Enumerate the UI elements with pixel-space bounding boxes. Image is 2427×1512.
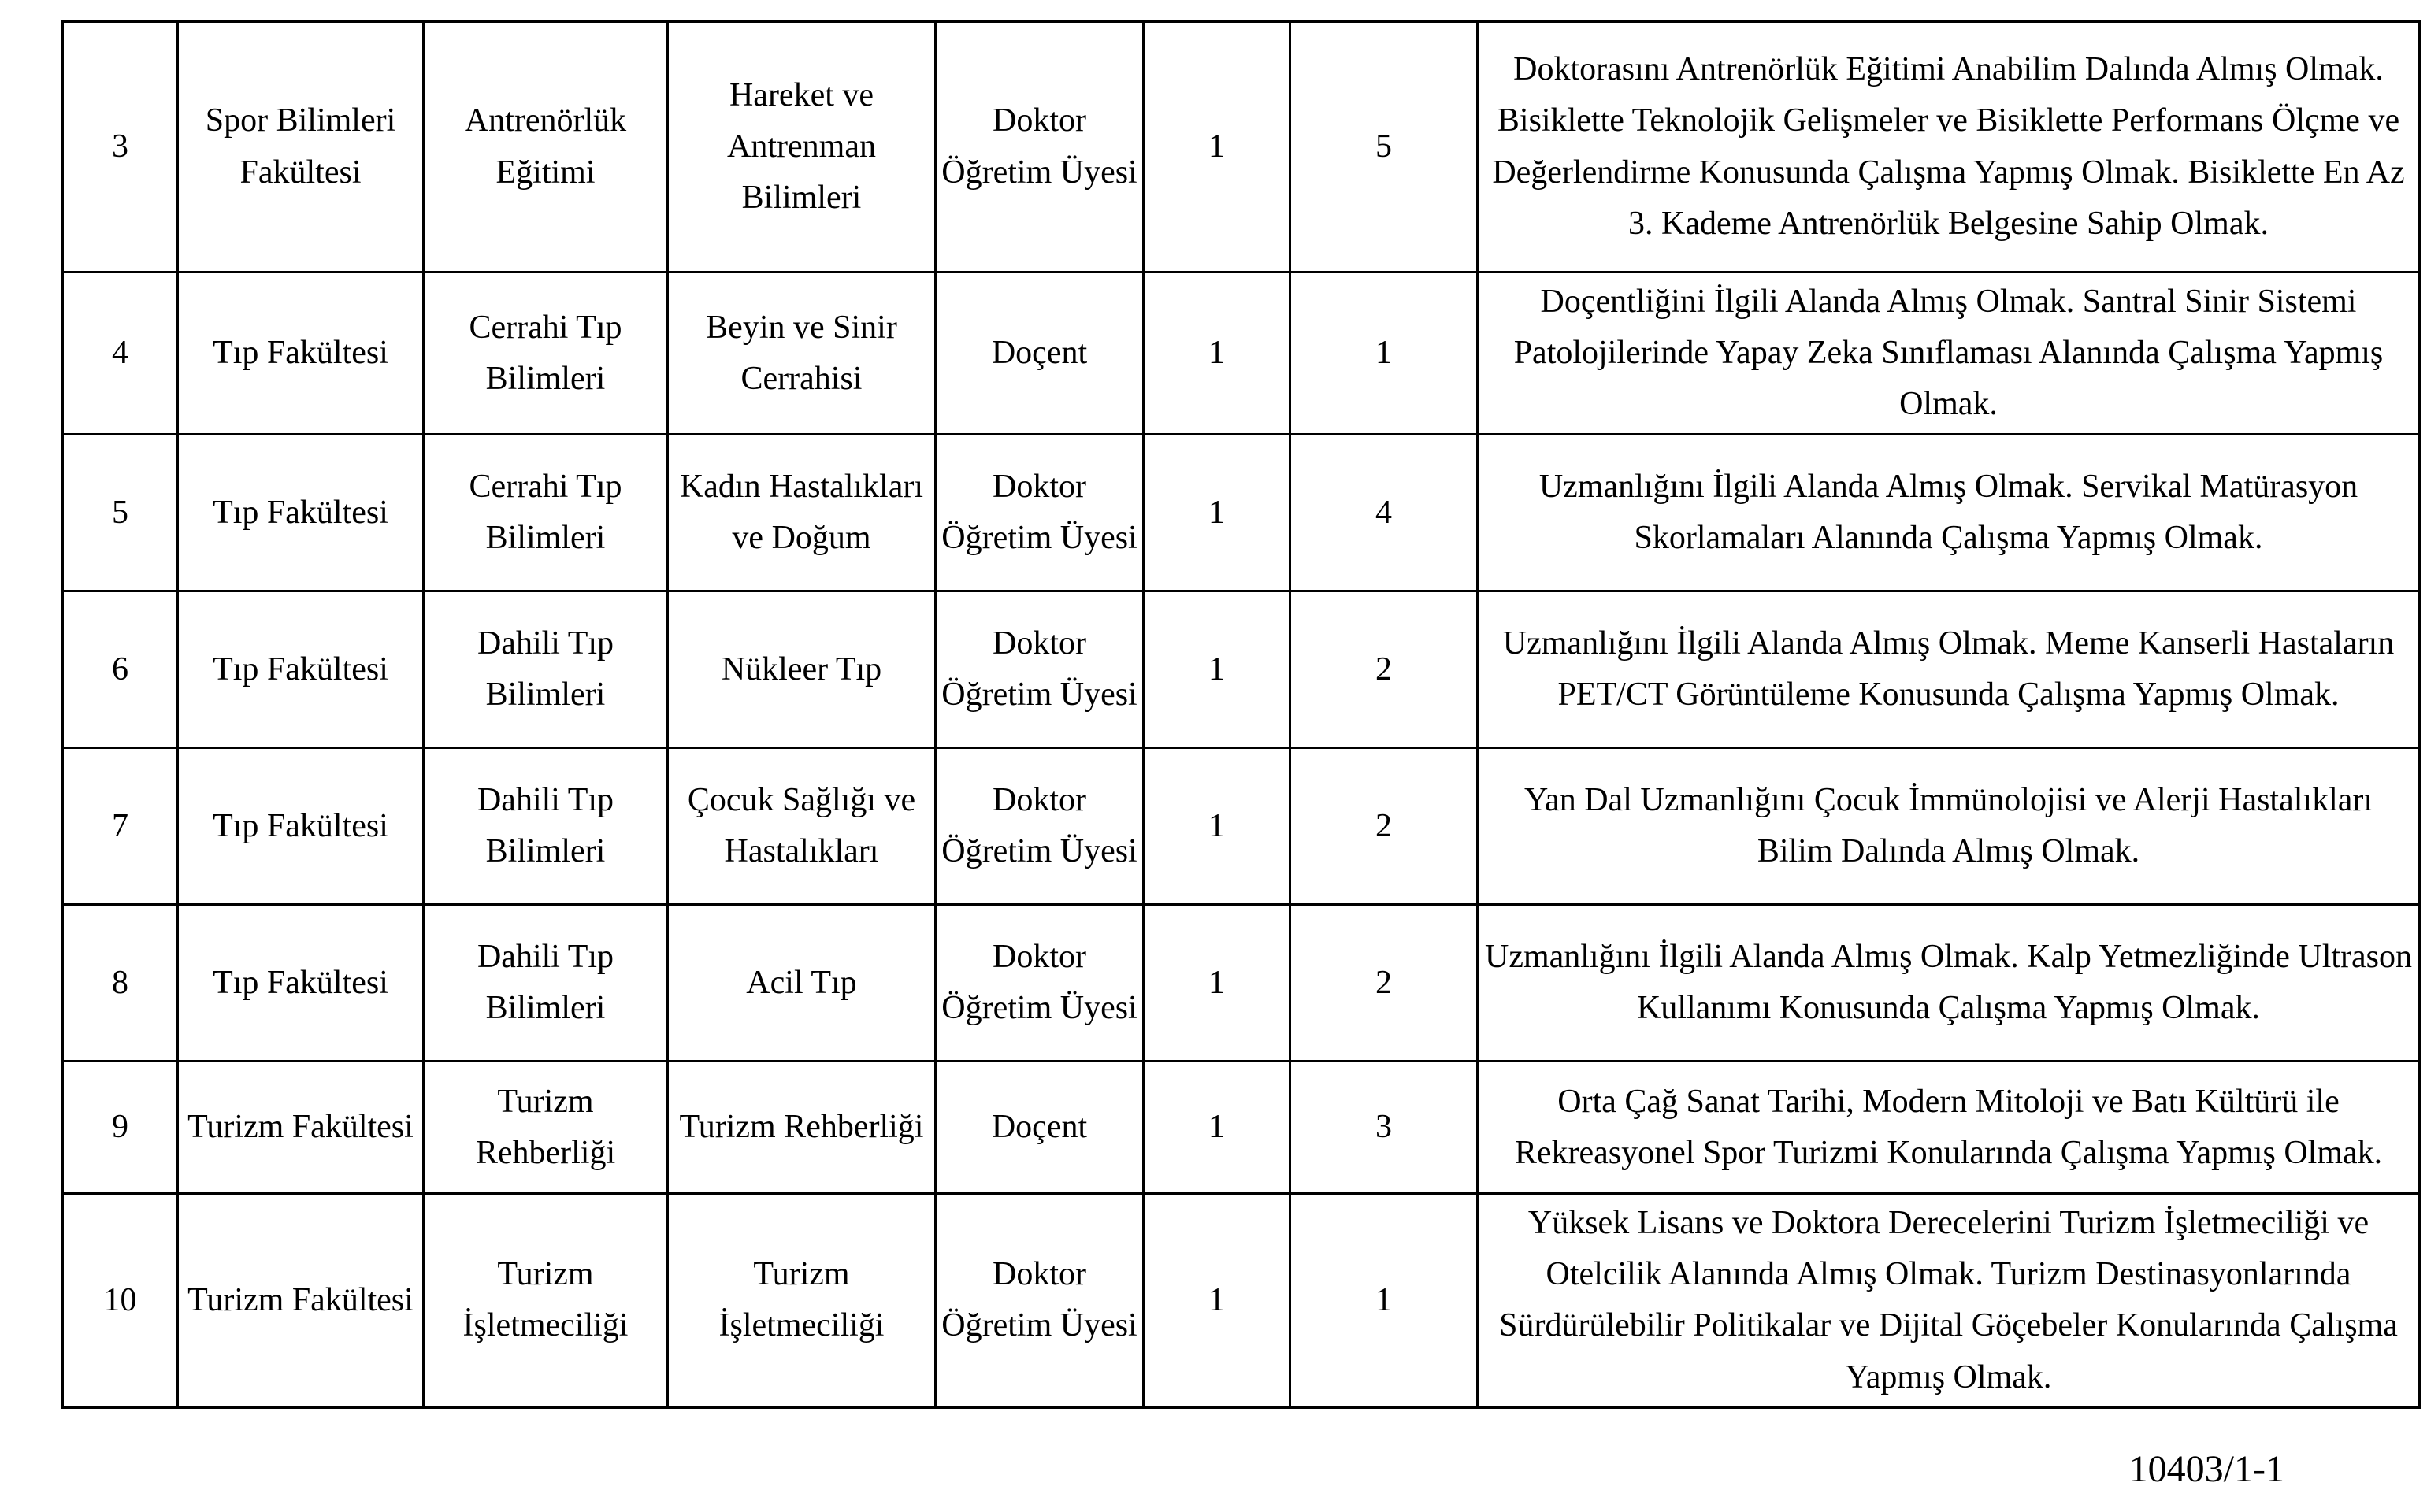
cell-requirements: Uzmanlığını İlgili Alanda Almış Olmak. Servikal Matürasyon Skorlamaları Alanında Çalışma Yapmış Olmak. [1478, 435, 2420, 591]
cell-program: Turizm İşletmeciliği [668, 1194, 936, 1407]
cell-faculty: Tıp Fakültesi [178, 272, 424, 435]
cell-row-number: 6 [63, 591, 178, 748]
table-row [63, 905, 2420, 1062]
table-row [63, 272, 2420, 435]
cell-row-number: 9 [63, 1062, 178, 1194]
cell-faculty: Tıp Fakültesi [178, 748, 424, 905]
cell-program: Beyin ve Sinir Cerrahisi [668, 272, 936, 435]
cell-requirements: Doktorasını Antrenörlük Eğitimi Anabilim Dalında Almış Olmak. Bisiklette Teknolojik Gelişmeler ve Bisiklette Performans Ölçme ve Değerlendirme Konusunda Çalışma Yapmış Olmak. Bisiklette En Az 3. Kademe Antrenörlük Belgesine Sahip Olmak. [1478, 22, 2420, 272]
cell-count-2: 1 [1290, 272, 1478, 435]
cell-faculty: Tıp Fakültesi [178, 905, 424, 1062]
cell-count-2: 3 [1290, 1062, 1478, 1194]
cell-program: Nükleer Tıp [668, 591, 936, 748]
cell-faculty: Tıp Fakültesi [178, 591, 424, 748]
table-row [63, 435, 2420, 591]
cell-row-number: 3 [63, 22, 178, 272]
cell-department: Turizm İşletmeciliği [424, 1194, 668, 1407]
cell-row-number: 4 [63, 272, 178, 435]
cell-faculty: Turizm Fakültesi [178, 1062, 424, 1194]
cell-faculty: Turizm Fakültesi [178, 1194, 424, 1407]
cell-requirements: Doçentliğini İlgili Alanda Almış Olmak. Santral Sinir Sistemi Patolojilerinde Yapay Zeka Sınıflaması Alanında Çalışma Yapmış Olmak. [1478, 272, 2420, 435]
cell-title: Doktor Öğretim Üyesi [936, 591, 1144, 748]
table-row [63, 22, 2420, 272]
cell-count-2: 2 [1290, 748, 1478, 905]
cell-count-1: 1 [1144, 748, 1290, 905]
cell-requirements: Orta Çağ Sanat Tarihi, Modern Mitoloji ve Batı Kültürü ile Rekreasyonel Spor Turizmi Konularında Çalışma Yapmış Olmak. [1478, 1062, 2420, 1194]
cell-row-number: 7 [63, 748, 178, 905]
cell-department: Dahili Tıp Bilimleri [424, 905, 668, 1062]
cell-count-2: 5 [1290, 22, 1478, 272]
cell-department: Cerrahi Tıp Bilimleri [424, 272, 668, 435]
vacancy-table-body [63, 22, 2420, 1408]
cell-count-2: 2 [1290, 905, 1478, 1062]
cell-faculty: Tıp Fakültesi [178, 435, 424, 591]
cell-count-1: 1 [1144, 272, 1290, 435]
cell-title: Doktor Öğretim Üyesi [936, 22, 1144, 272]
cell-count-1: 1 [1144, 1062, 1290, 1194]
cell-title: Doktor Öğretim Üyesi [936, 1194, 1144, 1407]
cell-count-1: 1 [1144, 1194, 1290, 1407]
cell-count-2: 2 [1290, 591, 1478, 748]
cell-program: Çocuk Sağlığı ve Hastalıkları [668, 748, 936, 905]
cell-title: Doktor Öğretim Üyesi [936, 748, 1144, 905]
cell-row-number: 5 [63, 435, 178, 591]
cell-title: Doktor Öğretim Üyesi [936, 905, 1144, 1062]
cell-requirements: Uzmanlığını İlgili Alanda Almış Olmak. Meme Kanserli Hastaların PET/CT Görüntüleme Konusunda Çalışma Yapmış Olmak. [1478, 591, 2420, 748]
cell-program: Acil Tıp [668, 905, 936, 1062]
cell-requirements: Uzmanlığını İlgili Alanda Almış Olmak. Kalp Yetmezliğinde Ultrason Kullanımı Konusunda Çalışma Yapmış Olmak. [1478, 905, 2420, 1062]
cell-count-1: 1 [1144, 435, 1290, 591]
cell-department: Cerrahi Tıp Bilimleri [424, 435, 668, 591]
cell-program: Hareket ve Antrenman Bilimleri [668, 22, 936, 272]
cell-count-2: 4 [1290, 435, 1478, 591]
cell-row-number: 8 [63, 905, 178, 1062]
cell-count-2: 1 [1290, 1194, 1478, 1407]
table-row [63, 748, 2420, 905]
cell-count-1: 1 [1144, 591, 1290, 748]
cell-department: Dahili Tıp Bilimleri [424, 591, 668, 748]
cell-program: Turizm Rehberliği [668, 1062, 936, 1194]
cell-title: Doçent [936, 272, 1144, 435]
cell-department: Turizm Rehberliği [424, 1062, 668, 1194]
cell-requirements: Yüksek Lisans ve Doktora Derecelerini Turizm İşletmeciliği ve Otelcilik Alanında Almış Olmak. Turizm Destinasyonlarında Sürdürülebilir Politikalar ve Dijital Göçebeler Konularında Çalışma Yapmış Olmak. [1478, 1194, 2420, 1407]
cell-department: Dahili Tıp Bilimleri [424, 748, 668, 905]
cell-title: Doktor Öğretim Üyesi [936, 435, 1144, 591]
cell-row-number: 10 [63, 1194, 178, 1407]
cell-program: Kadın Hastalıkları ve Doğum [668, 435, 936, 591]
cell-title: Doçent [936, 1062, 1144, 1194]
page-footer-code: 10403/1-1 [2128, 1448, 2284, 1490]
cell-requirements: Yan Dal Uzmanlığını Çocuk İmmünolojisi ve Alerji Hastalıkları Bilim Dalında Almış Olmak. [1478, 748, 2420, 905]
cell-count-1: 1 [1144, 22, 1290, 272]
table-row [63, 1194, 2420, 1407]
cell-department: Antrenörlük Eğitimi [424, 22, 668, 272]
cell-faculty: Spor Bilimleri Fakültesi [178, 22, 424, 272]
cell-count-1: 1 [1144, 905, 1290, 1062]
table-row [63, 1062, 2420, 1194]
table-row [63, 591, 2420, 748]
vacancy-table [61, 20, 2421, 1409]
